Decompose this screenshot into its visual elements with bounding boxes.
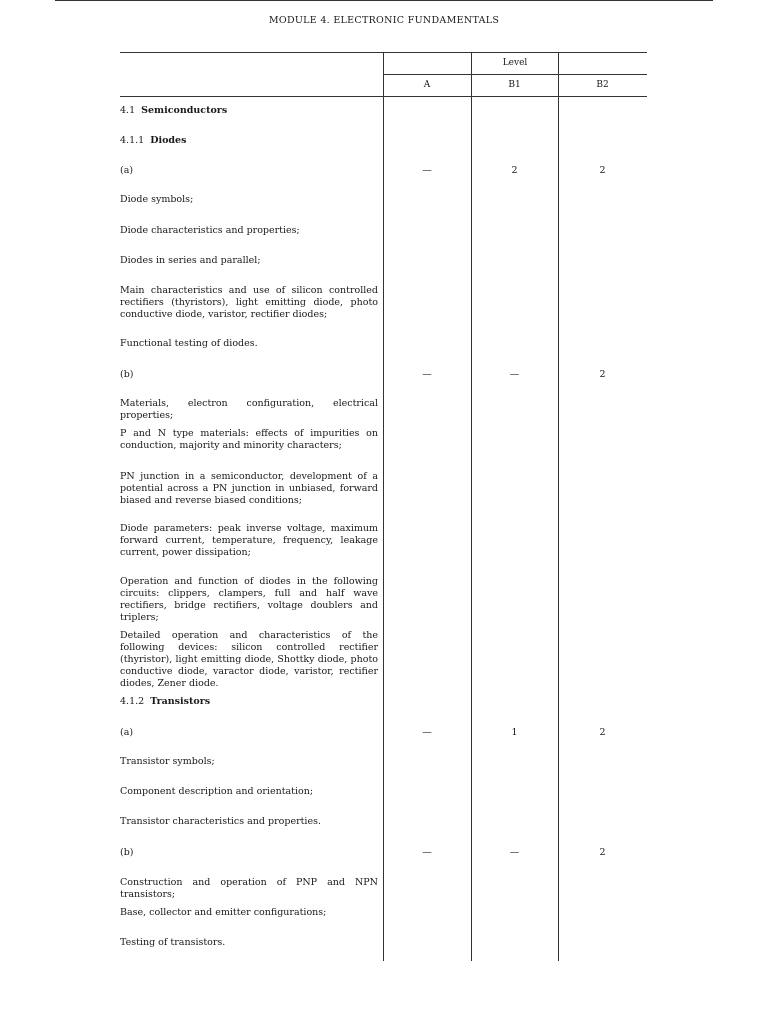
level-b1: — bbox=[509, 847, 520, 858]
syllabus-item: Transistor symbols; bbox=[120, 756, 215, 767]
column-divider-b2 bbox=[558, 53, 559, 961]
section-title: Semiconductors bbox=[141, 105, 228, 116]
subsection-number: 4.1.1 bbox=[120, 135, 145, 146]
running-head: MODULE 4. ELECTRONIC FUNDAMENTALS bbox=[268, 15, 500, 26]
syllabus-item: Diode characteristics and properties; bbox=[120, 225, 300, 236]
column-divider-b1 bbox=[471, 53, 472, 961]
syllabus-item: Component description and orientation; bbox=[120, 786, 314, 797]
header-bottom-rule bbox=[120, 96, 647, 97]
syllabus-item: Operation and function of diodes in the following circuits: clippers, clampers, full and half wave rectifiers, bridge rectifiers, voltage doublers and triplers; bbox=[120, 576, 378, 623]
level-b1: 1 bbox=[511, 727, 518, 738]
column-divider-a bbox=[383, 53, 384, 961]
syllabus-item: P and N type materials: effects of impurities on conduction, majority and minority characters; bbox=[120, 428, 378, 451]
syllabus-item: Transistor characteristics and properties. bbox=[120, 816, 321, 827]
subsection-heading-diodes bbox=[120, 135, 378, 147]
subsection-title: Transistors bbox=[150, 696, 211, 707]
syllabus-item: PN junction in a semiconductor, development of a potential across a PN junction in unbiased, forward biased and reverse biased conditions; bbox=[120, 471, 378, 506]
item-label: (a) bbox=[120, 727, 134, 738]
column-header-b1: B1 bbox=[508, 80, 521, 90]
level-a: — bbox=[422, 847, 432, 858]
subsection-title: Diodes bbox=[150, 135, 187, 146]
level-header-rule bbox=[383, 74, 647, 75]
syllabus-item: Main characteristics and use of silicon controlled rectifiers (thyristors), light emitting diode, photo conductive diode, varistor, rectifier diodes; bbox=[120, 285, 378, 320]
item-label: (b) bbox=[120, 369, 134, 380]
column-header-a: A bbox=[423, 80, 431, 90]
subsection-number: 4.1.2 bbox=[120, 696, 145, 707]
level-a: — bbox=[422, 369, 432, 380]
syllabus-item: Testing of transistors. bbox=[120, 937, 226, 948]
syllabus-table bbox=[120, 52, 647, 961]
syllabus-item: Diode symbols; bbox=[120, 194, 194, 205]
syllabus-item: Detailed operation and characteristics of the following devices: silicon controlled rectifier (thyristor), light emitting diode, Shottky diode, photo conductive diode, varactor diode, varistor, rectifier diodes, Zener diode. bbox=[120, 630, 378, 689]
syllabus-item: Construction and operation of PNP and NPN transistors; bbox=[120, 877, 378, 900]
level-a: — bbox=[422, 727, 432, 738]
top-rule bbox=[55, 0, 713, 1]
level-b1: 2 bbox=[511, 165, 518, 176]
level-b2: 2 bbox=[599, 369, 606, 380]
level-b2: 2 bbox=[599, 727, 606, 738]
syllabus-item: Base, collector and emitter configurations; bbox=[120, 907, 327, 918]
level-header: Level bbox=[502, 58, 528, 68]
item-label: (b) bbox=[120, 847, 134, 858]
syllabus-item: Diodes in series and parallel; bbox=[120, 255, 261, 266]
item-label: (a) bbox=[120, 165, 134, 176]
level-b2: 2 bbox=[599, 847, 606, 858]
level-b1: — bbox=[509, 369, 520, 380]
syllabus-item: Materials, electron configuration, electrical properties; bbox=[120, 398, 378, 421]
subsection-heading-transistors bbox=[120, 696, 378, 708]
section-number: 4.1 bbox=[120, 105, 136, 116]
syllabus-item: Functional testing of diodes. bbox=[120, 338, 258, 349]
column-header-b2: B2 bbox=[596, 80, 609, 90]
syllabus-item: Diode parameters: peak inverse voltage, maximum forward current, temperature, frequency, leakage current, power dissipation; bbox=[120, 523, 378, 558]
level-a: — bbox=[422, 165, 432, 176]
section-heading bbox=[120, 105, 378, 117]
level-b2: 2 bbox=[599, 165, 606, 176]
